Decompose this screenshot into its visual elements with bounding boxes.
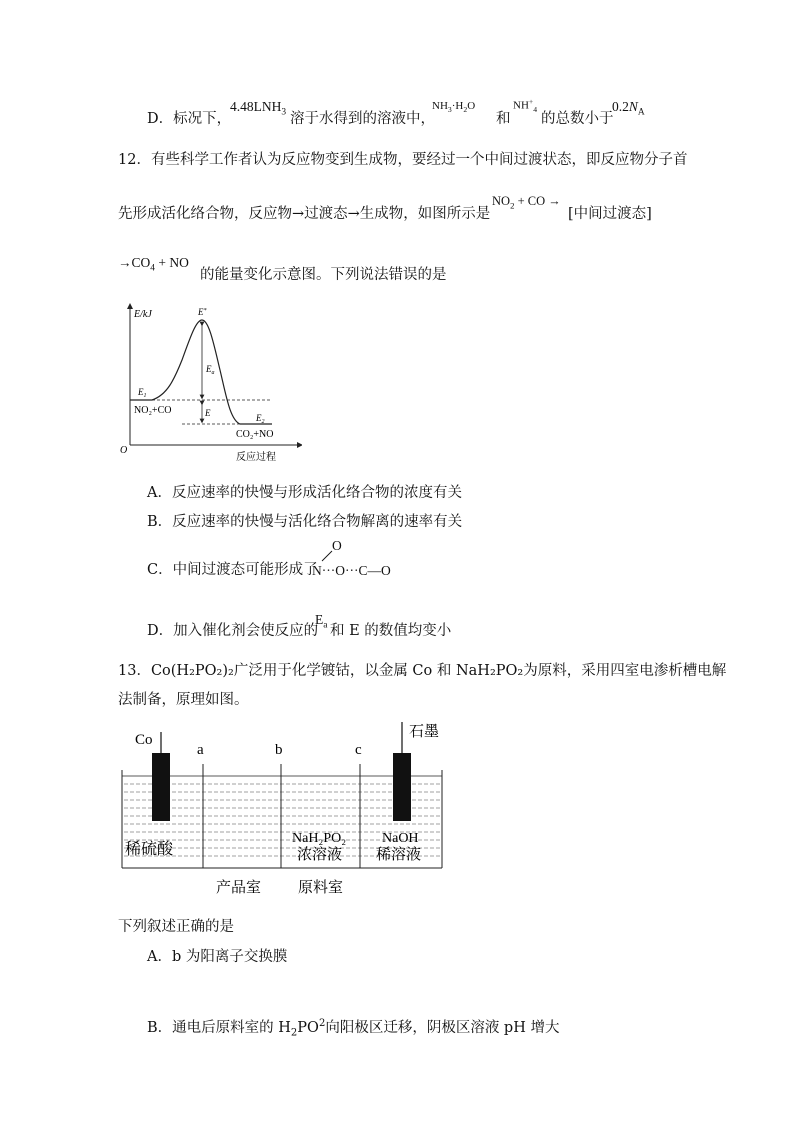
q12-option-b: B．反应速率的快慢与活化络合物解离的速率有关 [147,514,463,530]
q12-option-c: C．中间过渡态可能形成了 [147,562,318,578]
q12-stem-line3: 的能量变化示意图。下列说法错误的是 [200,267,447,283]
membrane-a-label: a [197,742,204,758]
co-label: Co [135,732,153,748]
q11-optd-prefix: D．标况下， [147,111,232,127]
q13-option-a: A．b 为阳离子交换膜 [147,949,288,965]
nah2po2-label: NaH₂PO₂ [292,831,347,846]
dilute-label: 稀溶液 [376,845,422,863]
membrane-c-label: c [355,742,362,758]
q13-question: 下列叙述正确的是 [118,919,234,935]
q12-equation-part2: $\to CO_4$ + NO [118,255,189,274]
e2-label: $E_2$ [256,413,265,425]
q12-option-d-ea: $E_a$ [315,612,328,631]
q12-option-a: A．反应速率的快慢与形成活化络合物的浓度有关 [147,485,462,501]
e-label: E [205,408,211,418]
q11-optd-mid: 溶于水得到的溶液中， [290,111,435,127]
q13-option-b: B．通电后原料室的 $H_2PO^2$向阳极区迁移，阴极区溶液 pH 增大 [147,1018,560,1039]
conc-label: 浓溶液 [297,845,343,863]
acid-label: 稀硫酸 [125,839,174,858]
co-electrode [152,753,170,821]
reactants-label: NO₂+CO [134,405,172,416]
q12-option-c-structure: N···O···C—O [312,563,391,578]
q11-optd-nh3h2o: $NH_3\cdot H_2O$ [432,100,476,115]
membrane-b-label: b [275,742,283,758]
graphite-electrode [393,753,411,821]
energy-diagram [112,300,302,465]
e1-label: $E_1$ [138,387,147,399]
q13-stem-line2: 法制备，原理如图。 [118,692,249,708]
q11-optd-nh4: $NH^+_4$ [513,97,538,114]
estar-label: E* [198,307,207,317]
q12-option-d-tail: 和 E 的数值均变小 [330,623,452,639]
origin-label: O [120,445,128,456]
q13-stem-line1: 13．Co(H₂PO₂)₂广泛用于化学镀钴，以金属 Co 和 NaH₂PO₂为原料，采用四室电渗析槽电解 [118,663,727,679]
q12-option-d: D．加入催化剂会使反应的 [147,623,319,639]
q12-stem-line2: 先形成活化络合物，反应物→过渡态→生成物，如图所示是 [118,206,491,222]
q12-option-c-o: O [332,538,342,553]
electrolysis-diagram [118,718,453,896]
naoh-label: NaOH [382,831,419,846]
q11-optd-volume: $4.48LNH_3$ [230,99,287,118]
q12-stem-line1: 12．有些科学工作者认为反应物变到生成物，要经过一个中间过渡状态，即反应物分子首 [118,152,688,168]
ea-label: $E_a$ [206,364,215,376]
q11-optd-value: $0.2N_A$ [612,99,645,118]
q12-option-c-bond [320,549,334,563]
product-room-label: 产品室 [216,878,262,896]
q11-optd-and: 和 [496,111,511,127]
q12-equation-part1: $NO_2$ + CO → [492,194,561,211]
products-label: CO₂+NO [236,429,274,440]
graphite-label: 石墨 [409,722,440,740]
x-axis-label: 反应过程 [236,452,276,463]
q12-equation-transition: [中间过渡态] [568,206,652,222]
q11-optd-tail: 的总数小于 [541,111,614,127]
raw-room-label: 原料室 [298,878,344,896]
y-axis-label: E/kJ [134,309,152,320]
